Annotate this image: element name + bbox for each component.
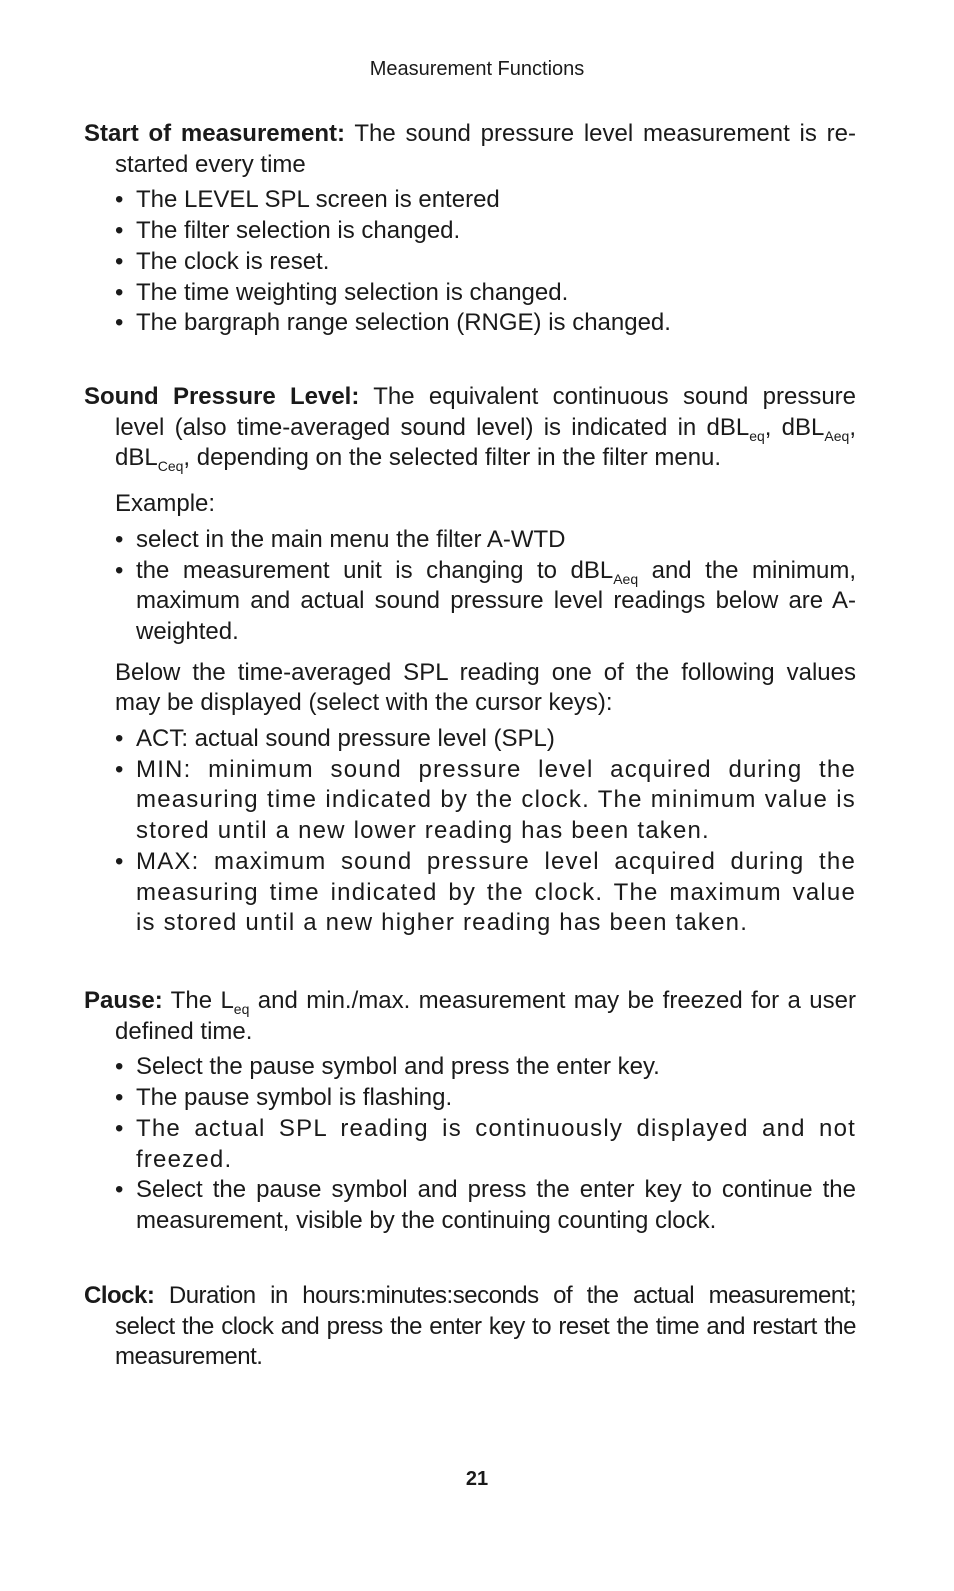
- list-item: • MAX: maximum sound pressure level acquired during the measuring time indicated by the clock. The maximum value is stored until a new higher reading has been taken.: [136, 847, 856, 939]
- start-bullet-list: [84, 185, 856, 339]
- subscript: eq: [749, 427, 765, 444]
- clock-text: Duration in hours:minutes:seconds of the actual measurement; select the clock and press the enter key to reset the time and restart the measurement.: [115, 1282, 856, 1371]
- section-clock: [84, 1281, 856, 1373]
- running-head: Measurement Functions: [369, 58, 585, 80]
- start-text: The sound pressure level measurement is re-started every time: [115, 120, 856, 178]
- below-paragraph: Below the time-averaged SPL reading one of the following values may be displayed (select with the cursor keys):: [115, 658, 856, 717]
- list-item: • ACT: actual sound pressure level (SPL): [136, 724, 856, 755]
- list-item: • The time weighting selection is changed.: [136, 278, 856, 309]
- list-item: • The filter selection is changed.: [136, 216, 856, 247]
- start-paragraph: [84, 119, 856, 180]
- pause-paragraph: [84, 986, 856, 1047]
- list-item-text: and the minimum, maximum and actual sound pressure level readings below are A-weighted.: [136, 556, 857, 645]
- list-item: • Select the pause symbol and press the enter key.: [136, 1052, 856, 1083]
- page-number: 21: [465, 1468, 489, 1490]
- start-heading: Start of measurement:: [84, 120, 345, 147]
- spl-text: , depending on the selected filter in the filter menu.: [183, 444, 722, 472]
- value-bullet-list: [84, 724, 856, 939]
- pause-text: The L: [162, 987, 234, 1014]
- list-item-text: the measurement unit is changing to dBL: [136, 556, 614, 584]
- list-item: • The bargraph range selection (RNGE) is changed.: [136, 308, 856, 339]
- spl-text: , dBL: [115, 413, 856, 472]
- list-item: • select in the main menu the filter A-WTD: [136, 525, 856, 556]
- list-item: • MIN: minimum sound pressure level acquired during the measuring time indicated by the clock. The minimum value is stored until a new lower reading has been taken.: [136, 755, 856, 847]
- list-item: • The clock is reset.: [136, 247, 856, 278]
- spl-heading: Sound Pressure Level:: [84, 383, 360, 410]
- subscript: Ceq: [157, 458, 184, 475]
- clock-paragraph: [84, 1281, 856, 1373]
- spl-text: , dBL: [764, 413, 825, 441]
- list-item: • The actual SPL reading is continuously displayed and not freezed.: [136, 1114, 856, 1175]
- section-pause: [84, 986, 856, 1237]
- spl-paragraph: [84, 382, 856, 474]
- list-item: • The LEVEL SPL screen is entered: [136, 185, 856, 216]
- example-bullet-list: [84, 525, 856, 648]
- pause-text: and min./max. measurement may be freezed for a user defined time.: [115, 987, 856, 1045]
- subscript: eq: [233, 1001, 250, 1017]
- list-item: • Select the pause symbol and press the enter key to continue the measurement, visible by the continuing counting clock.: [136, 1175, 856, 1236]
- spl-text: The equivalent continuous sound pressure level (also time-averaged sound level) is indicated in dBL: [115, 383, 856, 441]
- section-sound-pressure-level: [84, 382, 856, 939]
- list-item: [136, 556, 856, 648]
- clock-heading: Clock:: [84, 1282, 155, 1309]
- pause-heading: Pause:: [84, 987, 163, 1014]
- section-start-of-measurement: [84, 119, 856, 339]
- pause-bullet-list: [84, 1052, 856, 1236]
- list-item: • The pause symbol is flashing.: [136, 1083, 856, 1114]
- subscript: Aeq: [613, 570, 639, 587]
- subscript: Aeq: [824, 427, 850, 444]
- example-label: Example:: [115, 490, 216, 518]
